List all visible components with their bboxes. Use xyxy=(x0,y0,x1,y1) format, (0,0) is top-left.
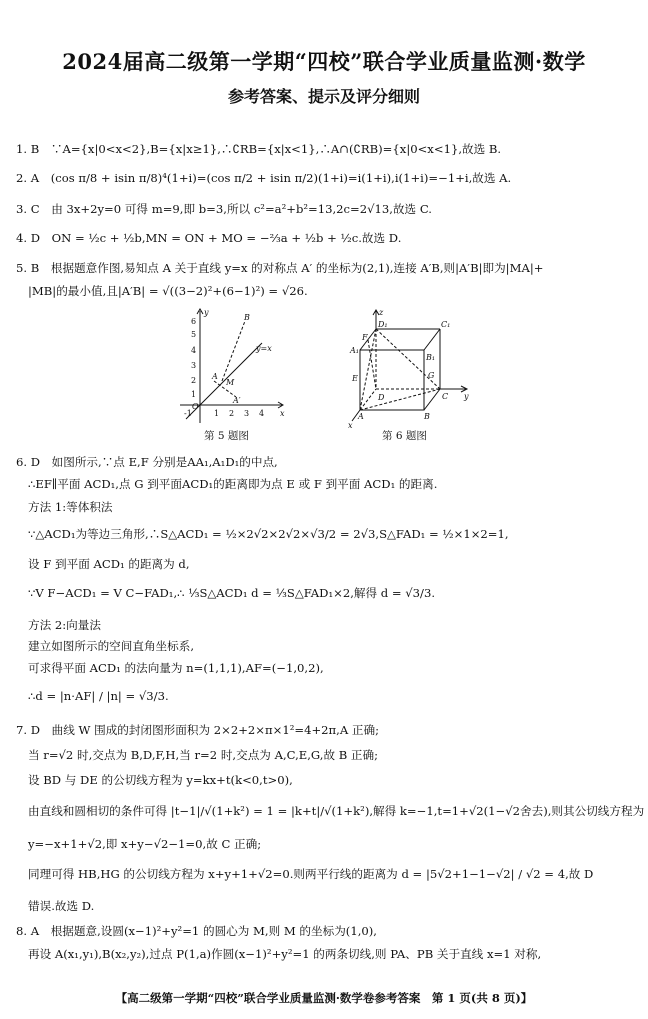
answer-line-7: 7. D 曲线 W 围成的封闭图形面积为 2×2+2×π×1²=4+2π,A 正确; xyxy=(16,723,380,737)
figure-5 xyxy=(170,305,290,445)
fig6-label-B1: B₁ xyxy=(426,353,436,362)
fig6-label-y: y xyxy=(464,392,469,401)
fig6-label-B: B xyxy=(424,412,430,421)
fig5-xtick-3: 3 xyxy=(244,409,250,418)
fig5-tick-1: 1 xyxy=(191,390,197,399)
page-footer: 【高二级第一学期“四校”联合学业质量监测·数学卷参考答案 第 1 页(共 8 页)】 xyxy=(115,991,533,1005)
fig5-tick-5: 5 xyxy=(191,330,197,339)
fig6-label-A: A xyxy=(358,412,364,421)
answer-line-3: 3. C 由 3x+2y=0 可得 m=9,即 b=3,所以 c²=a²+b²=13,2c=2√13,故选 C. xyxy=(16,202,432,216)
answer-line-8b: 再设 A(x₁,y₁),B(x₂,y₂),过点 P(1,a)作圆(x−1)²+y²=1 的两条切线,则 PA、PB 关于直线 x=1 对称, xyxy=(28,947,542,961)
answer-line-5b: |MB|的最小值,且|A′B| = √((3−2)²+(6−1)²) = √26. xyxy=(28,284,308,298)
fig6-label-F: F xyxy=(362,333,368,342)
fig6-label-C: C xyxy=(442,392,449,401)
fig5-xtick-2: 2 xyxy=(229,409,235,418)
answer-line-5: 5. B 根据题意作图,易知点 A 关于直线 y=x 的对称点 A′ 的坐标为(2,1),连接 A′B,则|A′B|即为|MA|+ xyxy=(16,261,544,275)
fig5-label-A-prime: A′ xyxy=(233,396,241,405)
answer-line-6h: ∴d = |n·AF| / |n| = √3/3. xyxy=(28,689,169,703)
fig5-tick-4: 4 xyxy=(191,346,197,355)
answer-line-6f: 建立如图所示的空间直角坐标系, xyxy=(28,639,194,653)
fig6-label-G: G xyxy=(428,371,435,380)
answer-line-6g: 可求得平面 ACD₁ 的法向量为 n=(1,1,1),AF=(−1,0,2), xyxy=(28,661,324,675)
fig5-x-label: x xyxy=(280,409,285,418)
fig5-label-M: M xyxy=(226,378,235,387)
fig6-label-D1: D₁ xyxy=(378,320,388,329)
fig6-caption: 第 6 题图 xyxy=(382,430,427,442)
fig5-tick-2: 2 xyxy=(191,376,197,385)
fig6-label-x: x xyxy=(348,421,353,430)
fig5-tick-3: 3 xyxy=(191,361,197,370)
fig5-line-label: y=x xyxy=(256,344,272,353)
answer-line-7g: 错误.故选 D. xyxy=(28,899,95,913)
answer-line-4: 4. D ON = ½c + ½b,MN = ON + MO = −⅔a + ½b + ½c.故选 D. xyxy=(16,231,402,245)
answer-line-7d: 由直线和圆相切的条件可得 |t−1|/√(1+k²) = 1 = |k+t|/√(1+k²),解得 k=−1,t=1+√2(1−√2舍去),则其公切线方程为 xyxy=(28,804,645,818)
answer-line-2: 2. A (cos π/8 + isin π/8)⁴(1+i)=(cos π/2 + isin π/2)(1+i)=i(1+i),i(1+i)=−1+i,故选 A. xyxy=(16,171,512,185)
fig5-tick-6: 6 xyxy=(191,317,197,326)
fig6-label-C1: C₁ xyxy=(441,320,451,329)
fig5-origin: O xyxy=(192,402,199,411)
fig6-label-z: z xyxy=(379,308,384,317)
answer-line-6d: 设 F 到平面 ACD₁ 的距离为 d, xyxy=(28,557,190,571)
fig5-caption: 第 5 题图 xyxy=(204,430,249,442)
answer-line-8: 8. A 根据题意,设圆(x−1)²+y²=1 的圆心为 M,则 M 的坐标为(1,0), xyxy=(16,924,377,938)
answer-line-7f: 同理可得 HB,HG 的公切线方程为 x+y+1+√2=0.则两平行线的距离为 d = |5√2+1−1−√2| / √2 = 4,故 D xyxy=(28,867,594,881)
answer-line-7e: y=−x+1+√2,即 x+y−√2−1=0,故 C 正确; xyxy=(28,837,262,851)
answer-line-1: 1. B ∵A={x|0<x<2},B={x|x≥1},∴∁RB={x|x<1},∴A∩(∁RB)={x|0<x<1},故选 B. xyxy=(16,142,502,156)
answer-line-6e: ∵V F−ACD₁ = V C−FAD₁,∴ ⅓S△ACD₁ d = ⅓S△FAD₁×2,解得 d = √3/3. xyxy=(28,586,436,600)
method-1-heading: 方法 1:等体积法 xyxy=(28,500,113,514)
answer-line-6: 6. D 如图所示,∵点 E,F 分别是AA₁,A₁D₁的中点, xyxy=(16,455,278,469)
figure-6 xyxy=(340,305,475,445)
fig5-xtick-4: 4 xyxy=(259,409,265,418)
answer-line-7c: 设 BD 与 DE 的公切线方程为 y=kx+t(k<0,t>0), xyxy=(28,773,293,787)
fig6-label-A1: A₁ xyxy=(350,346,359,355)
answer-line-6c: ∵△ACD₁为等边三角形,∴S△ACD₁ = ½×2√2×2√2×√3/2 = 2√3,S△FAD₁ = ½×1×2=1, xyxy=(28,527,509,541)
fig5-xtick-neg1: -1 xyxy=(184,409,192,418)
fig5-y-label: y xyxy=(204,308,209,317)
fig5-label-A: A xyxy=(212,372,218,381)
answer-line-7b: 当 r=√2 时,交点为 B,D,F,H,当 r=2 时,交点为 A,C,E,G,故 B 正确; xyxy=(28,748,379,762)
fig5-label-B: B xyxy=(244,313,250,322)
fig6-label-E: E xyxy=(352,374,358,383)
page-subtitle: 参考答案、提示及评分细则 xyxy=(227,87,420,106)
fig6-label-D: D xyxy=(378,393,385,402)
answer-line-6b: ∴EF∥平面 ACD₁,点 G 到平面ACD₁的距离即为点 E 或 F 到平面 ACD₁ 的距离. xyxy=(28,477,438,491)
page-title: 2024届高二级第一学期“四校”联合学业质量监测·数学 xyxy=(62,49,586,74)
fig5-xtick-1: 1 xyxy=(214,409,220,418)
method-2-heading: 方法 2:向量法 xyxy=(28,618,101,632)
